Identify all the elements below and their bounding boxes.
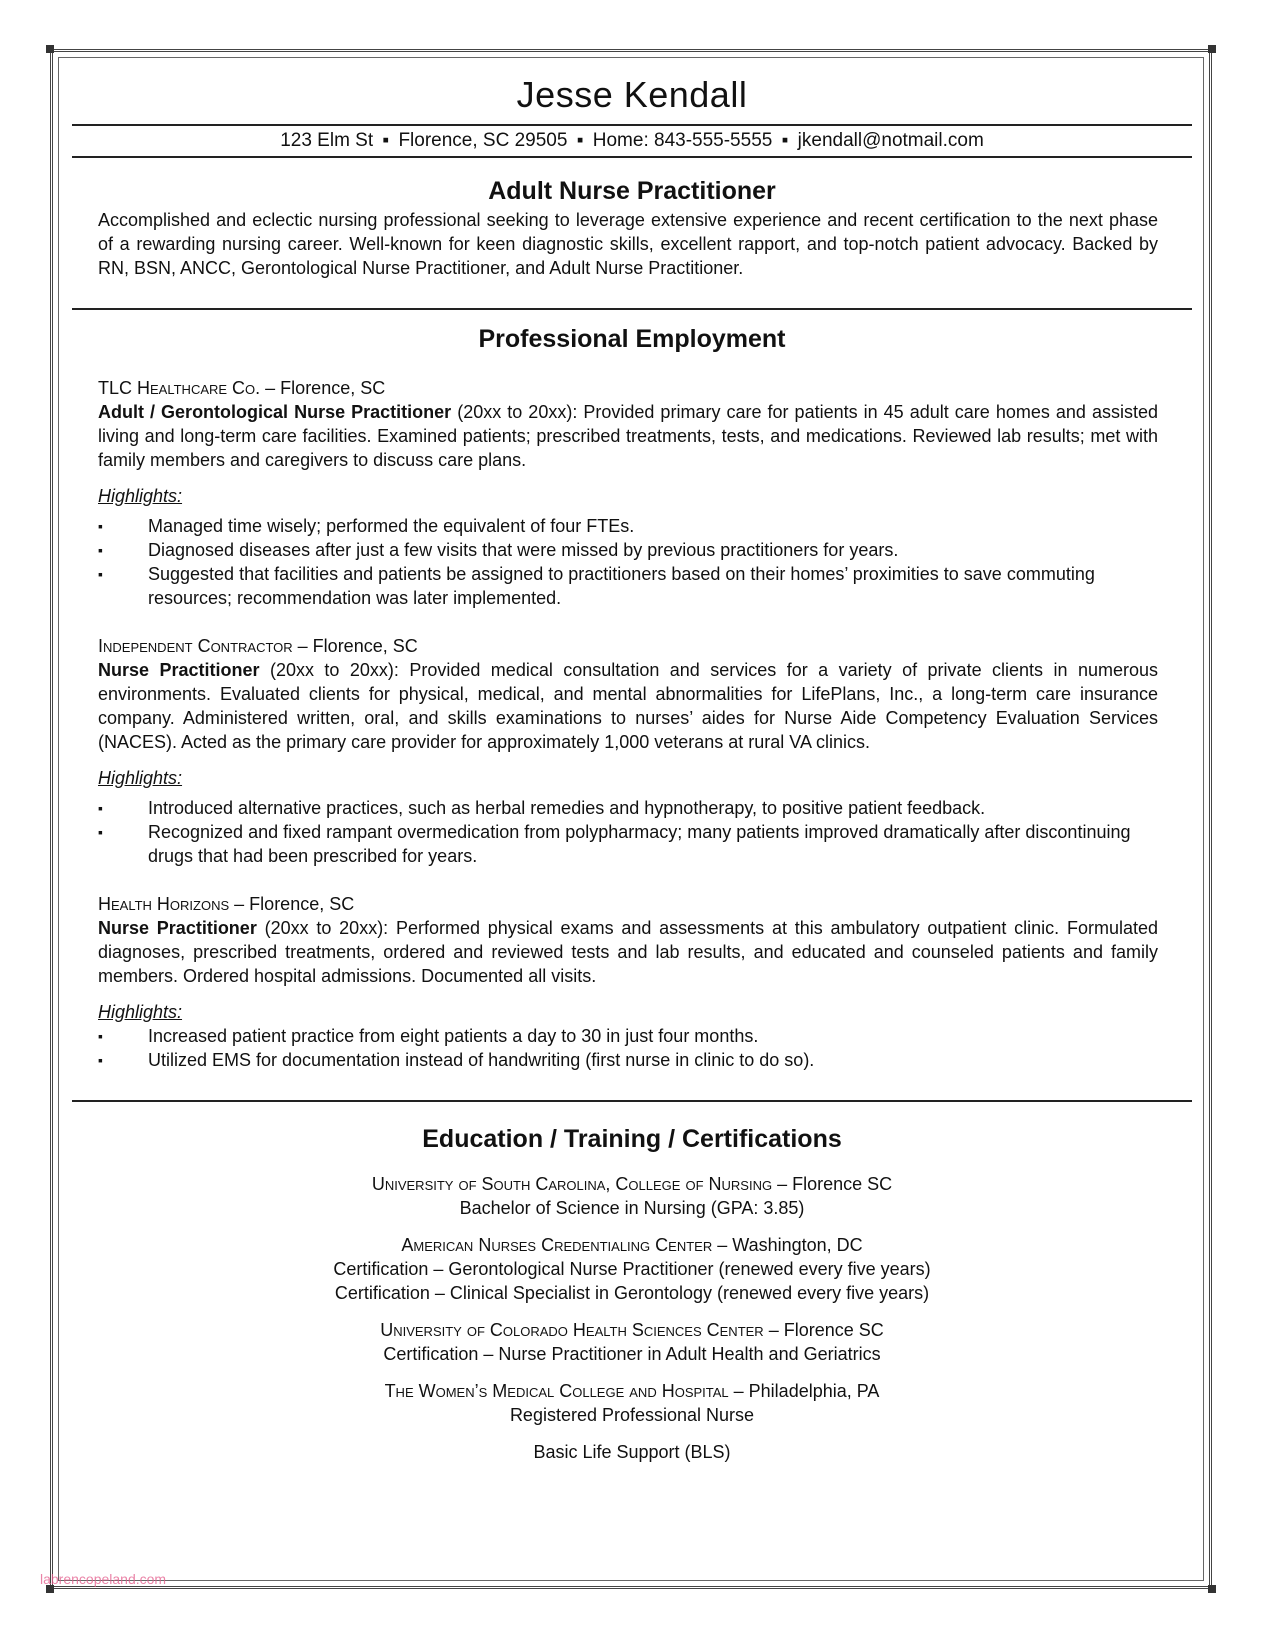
watermark-text: labrencopeland.com — [40, 1571, 167, 1587]
section-rule — [72, 1100, 1192, 1102]
job-employer: Independent Contractor — [98, 636, 293, 656]
corner-mark — [46, 45, 54, 53]
education-institution: University of Colorado Health Sciences Center — [380, 1320, 764, 1340]
job-entry — [72, 892, 1192, 1072]
bullet-icon: ▪ — [98, 542, 103, 558]
job-employer-line — [98, 892, 1158, 916]
job-employer-line — [98, 376, 1158, 400]
contact-address: 123 Elm St — [280, 130, 374, 151]
contact-city: Florence, SC 29505 — [398, 130, 568, 151]
highlight-text: Diagnosed diseases after just a few visits that were missed by previous practitioners for years. — [148, 540, 899, 560]
job-entry — [72, 376, 1192, 610]
highlights-list — [98, 514, 1158, 610]
education-entry — [72, 1172, 1192, 1220]
education-location: – Florence SC — [763, 1320, 884, 1340]
contact-phone: Home: 843-555-5555 — [592, 130, 773, 151]
education-institution: The Women’s Medical College and Hospital — [384, 1381, 729, 1401]
summary-text: Accomplished and eclectic nursing professional seeking to leverage extensive experience and recent certification to the next phase of a rewarding nursing career. Well-known for keen diagnostic skills, excellent rapport, and top-notch patient advocacy. Backed by RN, BSN, ANCC, Gerontological Nurse Practitioner, and Adult Nurse Practitioner. — [98, 210, 1158, 278]
bullet-icon: ▪ — [98, 800, 103, 816]
job-description — [98, 916, 1158, 988]
job-location: – Florence, SC — [292, 636, 418, 656]
education-detail: Registered Professional Nurse — [509, 1405, 755, 1425]
header-rule-bottom — [72, 156, 1192, 158]
education-entry — [72, 1233, 1192, 1305]
section-rule — [72, 308, 1192, 310]
highlights-list — [98, 1024, 1158, 1072]
bullet-icon: ▪ — [98, 518, 103, 534]
education-detail: Certification – Clinical Specialist in Gerontology (renewed every five years) — [334, 1283, 930, 1303]
contact-separator: ▪ — [781, 130, 789, 151]
education-list — [72, 1172, 1192, 1464]
highlights-list — [98, 796, 1158, 868]
education-title: Education / Training / Certifications — [422, 1125, 842, 1153]
job-details: (20xx to 20xx): Performed physical exams and assessments at this ambulatory outpatient clinic. Formulated diagnoses, prescribed treatments, ordered and reviewed tests and lab results, and educated and counseled patients and family members. Ordered hospital admissions. Documented all visits. — [98, 918, 1158, 986]
summary-title: Adult Nurse Practitioner — [488, 177, 776, 205]
bullet-icon: ▪ — [98, 1052, 103, 1068]
job-role: Nurse Practitioner — [98, 918, 257, 938]
education-institution-line — [72, 1318, 1192, 1342]
education-institution-line — [72, 1172, 1192, 1196]
education-location: – Washington, DC — [712, 1235, 863, 1255]
education-detail: Basic Life Support (BLS) — [533, 1442, 731, 1462]
list-item — [98, 820, 1158, 868]
contact-line — [72, 126, 1192, 156]
highlights-label: Highlights: — [98, 768, 183, 788]
highlight-text: Recognized and fixed rampant overmedication from polypharmacy; many patients improved dramatically after discontinuing drugs that had been prescribed for years. — [148, 822, 1131, 866]
contact-separator: ▪ — [576, 130, 584, 151]
job-description — [98, 658, 1158, 754]
education-location: – Philadelphia, PA — [728, 1381, 880, 1401]
corner-mark — [1208, 45, 1216, 53]
contact-email: jkendall@notmail.com — [797, 130, 984, 151]
bullet-icon: ▪ — [98, 824, 103, 840]
job-entry — [72, 634, 1192, 868]
education-institution-line — [72, 1233, 1192, 1257]
education-detail: Certification – Nurse Practitioner in Adult Health and Geriatrics — [383, 1344, 881, 1364]
job-role: Nurse Practitioner — [98, 660, 260, 680]
corner-mark — [1208, 1585, 1216, 1593]
list-item — [98, 796, 1158, 820]
education-entry — [72, 1440, 1192, 1464]
resume-sheet — [72, 68, 1192, 1477]
job-employer-line — [98, 634, 1158, 658]
job-employer: TLC Healthcare Co. — [98, 378, 261, 398]
highlight-text: Managed time wisely; performed the equivalent of four FTEs. — [148, 516, 635, 536]
education-detail: Bachelor of Science in Nursing (GPA: 3.85) — [459, 1198, 805, 1218]
education-institution: American Nurses Credentialing Center — [401, 1235, 713, 1255]
job-location: – Florence, SC — [260, 378, 386, 398]
bullet-icon: ▪ — [98, 1028, 103, 1044]
job-location: – Florence, SC — [229, 894, 355, 914]
education-institution: University of South Carolina, College of Nursing — [371, 1174, 773, 1194]
education-institution-line — [72, 1379, 1192, 1403]
highlights-label: Highlights: — [98, 486, 183, 506]
list-item — [98, 1048, 1158, 1072]
highlights-label: Highlights: — [98, 1002, 183, 1022]
list-item — [98, 562, 1158, 610]
education-location: – Florence SC — [772, 1174, 893, 1194]
list-item — [98, 514, 1158, 538]
highlight-text: Increased patient practice from eight patients a day to 30 in just four months. — [148, 1026, 759, 1046]
job-details: (20xx to 20xx): Provided medical consultation and services for a variety of private clients in numerous environments. Evaluated clients for physical, medical, and mental abnormalities for LifePlans, Inc., a long-term care insurance company. Administered written, oral, and skills examinations to nurses’ aides for Nurse Aide Competency Evaluation Services (NACES). Acted as the primary care provider for approximately 1,000 veterans at rural VA clinics. — [98, 660, 1158, 752]
education-detail: Certification – Gerontological Nurse Practitioner (renewed every five years) — [333, 1259, 931, 1279]
job-details: (20xx to 20xx): Provided primary care for patients in 45 adult care homes and assisted living and long-term care facilities. Examined patients; prescribed treatments, tests, and medications. Reviewed lab results; met with family members and caregivers to discuss care plans. — [98, 402, 1158, 470]
job-employer: Health Horizons — [98, 894, 230, 914]
education-entry — [72, 1379, 1192, 1427]
job-role: Adult / Gerontological Nurse Practitioner — [98, 402, 452, 422]
contact-separator: ▪ — [382, 130, 390, 151]
list-item — [98, 538, 1158, 562]
highlight-text: Suggested that facilities and patients be assigned to practitioners based on their homes’ proximities to save commuting resources; recommendation was later implemented. — [148, 564, 1095, 608]
highlight-text: Introduced alternative practices, such as herbal remedies and hypnotherapy, to positive patient feedback. — [148, 798, 986, 818]
employment-title: Professional Employment — [478, 325, 786, 353]
education-entry — [72, 1318, 1192, 1366]
list-item — [98, 1024, 1158, 1048]
bullet-icon: ▪ — [98, 566, 103, 582]
candidate-name: Jesse Kendall — [516, 74, 748, 115]
highlight-text: Utilized EMS for documentation instead of handwriting (first nurse in clinic to do so). — [148, 1050, 815, 1070]
job-description — [98, 400, 1158, 472]
